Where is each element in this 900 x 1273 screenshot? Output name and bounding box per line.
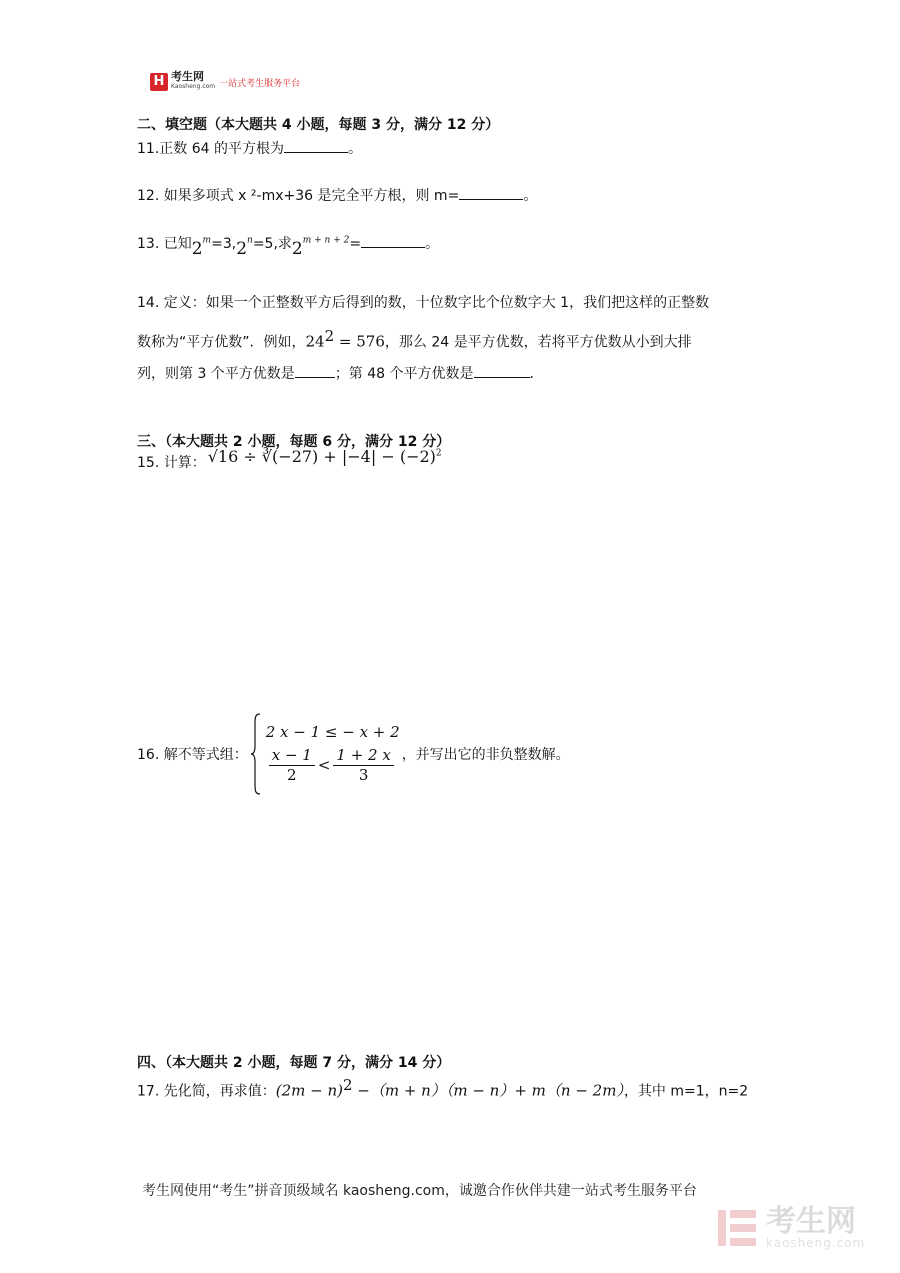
q16-inequality-1: 2 x − 1 ≤ − x + 2 bbox=[265, 723, 400, 741]
q13-end: 。 bbox=[425, 236, 440, 252]
q12-text: 12. 如果多项式 x ²-mx+36 是完全平方根，则 m= bbox=[137, 188, 460, 204]
q13-exp-3: m + n + 2 bbox=[302, 235, 350, 246]
q17-expr-2: −（m + n）（m − n）+ m（n − 2m） bbox=[352, 1081, 624, 1100]
watermark-cn: 考生网 bbox=[766, 1204, 856, 1239]
q13-prefix: 13. 已知 bbox=[137, 236, 192, 252]
logo-slogan: 一站式考生服务平台 bbox=[219, 78, 301, 89]
q13-eq2: =5,求 bbox=[252, 236, 292, 252]
question-17 bbox=[137, 1076, 748, 1101]
q11-end: 。 bbox=[347, 141, 362, 157]
q14-blank-2 bbox=[474, 365, 530, 378]
section-2-title: 二、填空题（本大题共 4 小题，每题 3 分，满分 12 分） bbox=[137, 117, 500, 133]
footer-watermark bbox=[716, 1206, 865, 1250]
q17-tail: ，其中 m=1，n=2 bbox=[623, 1083, 749, 1100]
q12-end: 。 bbox=[523, 188, 538, 204]
header-logo bbox=[150, 72, 300, 92]
logo-cn-text: 考生网 bbox=[171, 70, 204, 83]
watermark-logo-icon bbox=[716, 1206, 760, 1250]
question-14-line-1: 14. 定义：如果一个正整数平方后得到的数，十位数字比个位数字大 1，我们把这样的正整数 bbox=[137, 295, 710, 311]
q13-base-2: 2 bbox=[236, 239, 248, 259]
q13-eq3: = bbox=[349, 236, 362, 252]
q14-math-base: 24 bbox=[305, 332, 325, 351]
q13-blank bbox=[361, 235, 425, 248]
q14-line2b: ，那么 24 是平方优数，若将平方优数从小到大排 bbox=[384, 334, 692, 351]
logo-en-text: Kaosheng.com bbox=[171, 83, 216, 90]
watermark-en: kaosheng.com bbox=[766, 1236, 866, 1250]
footer-text: 考生网使用“考生”拼音顶级域名 kaosheng.com，诚邀合作伙伴共建一站式考生服务平台 bbox=[142, 1183, 697, 1199]
question-14-line-3 bbox=[137, 363, 534, 383]
question-11 bbox=[137, 138, 362, 158]
q16-frac1-den: 2 bbox=[287, 766, 297, 784]
q13-base-1: 2 bbox=[191, 239, 203, 259]
q14-line3a: 列，则第 3 个平方优数是 bbox=[137, 366, 295, 382]
q17-exp: 2 bbox=[342, 1076, 353, 1094]
q13-eq1: =3, bbox=[211, 236, 237, 252]
q13-exp-1: m bbox=[202, 235, 212, 246]
question-14-line-2 bbox=[137, 327, 692, 352]
question-16 bbox=[137, 712, 570, 796]
section-4-title: 四、（本大题共 2 小题，每题 7 分，满分 14 分） bbox=[137, 1055, 451, 1071]
q16-label: 16. 解不等式组： bbox=[137, 747, 248, 763]
q13-base-3: 2 bbox=[291, 239, 303, 259]
q15-expression: √16 ÷ ∛(−27) + |−4| − (−2) bbox=[207, 447, 436, 466]
q11-blank bbox=[284, 140, 348, 153]
q15-exp: 2 bbox=[435, 448, 442, 459]
q14-line3b: ；第 48 个平方优数是 bbox=[334, 366, 474, 382]
section-3-title: 三、（本大题共 2 小题，每题 6 分，满分 12 分） bbox=[137, 434, 451, 450]
q11-text: 11.正数 64 的平方根为 bbox=[137, 141, 284, 157]
q13-exp-2: n bbox=[247, 235, 253, 246]
q14-math-exp: 2 bbox=[324, 327, 335, 345]
q16-frac2-den: 3 bbox=[358, 766, 369, 784]
q12-blank bbox=[459, 187, 523, 200]
q14-math-rest: = 576 bbox=[334, 332, 385, 351]
logo-mark-icon: H bbox=[150, 73, 168, 91]
left-brace-icon bbox=[250, 712, 262, 796]
q14-line3c: . bbox=[529, 366, 534, 382]
question-15 bbox=[137, 447, 442, 474]
q16-tail: ，并写出它的非负整数解。 bbox=[401, 747, 570, 763]
q15-label: 15. 计算： bbox=[137, 455, 206, 471]
q17-label: 17. 先化简，再求值： bbox=[137, 1083, 276, 1100]
question-13 bbox=[137, 233, 440, 259]
q16-frac1-num: x − 1 bbox=[269, 748, 315, 766]
q14-line2a: 数称为“平方优数”．例如， bbox=[137, 334, 306, 351]
question-12 bbox=[137, 185, 537, 205]
q14-blank-1 bbox=[295, 365, 335, 378]
q16-lt: < bbox=[317, 756, 331, 774]
q16-frac2-num: 1 + 2 x bbox=[333, 748, 393, 766]
q17-expr-1: (2m − n) bbox=[275, 1081, 343, 1100]
